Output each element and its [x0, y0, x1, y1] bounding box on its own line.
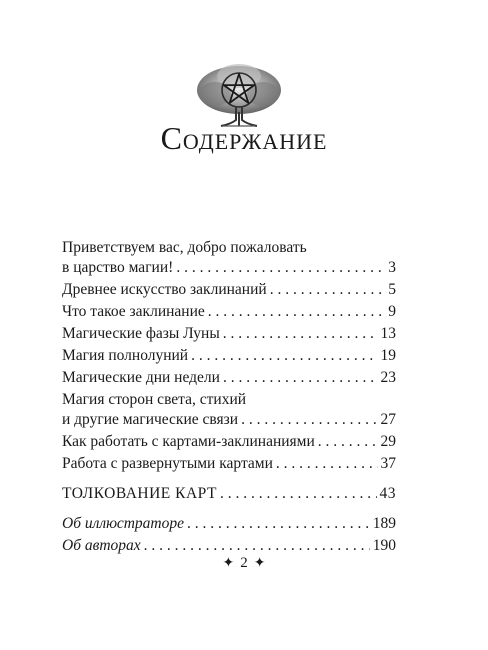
toc-entry-label: Как работать с картами-заклинаниями — [62, 433, 315, 450]
toc-entry-line1: Магия сторон света, стихий — [62, 391, 247, 408]
toc-entry-label: Древнее искусство заклинаний — [62, 281, 267, 298]
page-footer — [0, 555, 488, 572]
toc-page-number: 29 — [380, 433, 396, 450]
toc-entry-label: Об авторах — [62, 537, 141, 554]
star-ornament-icon: ✦ — [222, 556, 235, 571]
dot-leader — [220, 484, 377, 504]
toc-entry-label: ТОЛКОВАНИЕ КАРТ — [62, 485, 217, 502]
dot-leader — [318, 432, 378, 452]
toc-entry-label: в царство магии! — [62, 259, 174, 276]
toc-entry-full-moons[interactable] — [62, 346, 396, 366]
page-number: 2 — [240, 555, 248, 571]
dot-leader — [241, 410, 377, 430]
toc-page-number: 5 — [388, 281, 396, 298]
toc-entry-line1: Приветствуем вас, добро пожаловать — [62, 239, 307, 256]
toc-page-number: 190 — [372, 537, 396, 554]
toc-entry-about-illustrator[interactable] — [62, 514, 396, 534]
toc-entry-about-authors[interactable] — [62, 536, 396, 556]
toc-entry-label: Магия полнолуний — [62, 347, 189, 364]
toc-page-number: 23 — [380, 369, 396, 386]
toc-entry-card-interpretation[interactable] — [62, 484, 396, 504]
toc-entry-label: Об иллюстраторе — [62, 515, 185, 532]
toc-page-number: 9 — [388, 303, 396, 320]
dot-leader — [223, 324, 378, 344]
toc-entry-label: и другие магические связи — [62, 411, 239, 428]
dot-leader — [223, 368, 378, 388]
toc-entry-working-with-cards[interactable] — [62, 432, 396, 452]
toc-entry-reversed-cards[interactable] — [62, 454, 396, 474]
toc-entry-what-is-spell[interactable] — [62, 302, 396, 322]
toc-entry-label: Работа с развернутыми картами — [62, 455, 273, 472]
toc-entry-cardinal-directions[interactable] — [62, 410, 396, 430]
toc-entry-label: Магические дни недели — [62, 369, 220, 386]
star-ornament-icon: ✦ — [253, 556, 266, 571]
page-title: Содержание — [160, 120, 328, 156]
toc-page-number: 3 — [388, 259, 396, 276]
toc-entry-weekdays[interactable] — [62, 368, 396, 388]
toc-entry-moon-phases[interactable] — [62, 324, 396, 344]
toc-page-number: 43 — [379, 485, 396, 502]
dot-leader — [191, 346, 377, 366]
toc-page-number: 189 — [372, 515, 396, 532]
toc-entry-ancient-art[interactable] — [62, 280, 396, 300]
toc-page-number: 27 — [380, 411, 396, 428]
toc-entry-label: Что такое заклинание — [62, 303, 205, 320]
toc-entry-welcome[interactable] — [62, 258, 396, 278]
toc-page-number: 37 — [380, 455, 396, 472]
dot-leader — [208, 302, 385, 322]
dot-leader — [276, 454, 378, 474]
dot-leader — [176, 258, 385, 278]
toc-page-number: 19 — [380, 347, 396, 364]
toc-page-number: 13 — [380, 325, 396, 342]
dot-leader — [144, 536, 370, 556]
dot-leader — [187, 514, 370, 534]
toc-entry-label: Магические фазы Луны — [62, 325, 220, 342]
dot-leader — [270, 280, 386, 300]
